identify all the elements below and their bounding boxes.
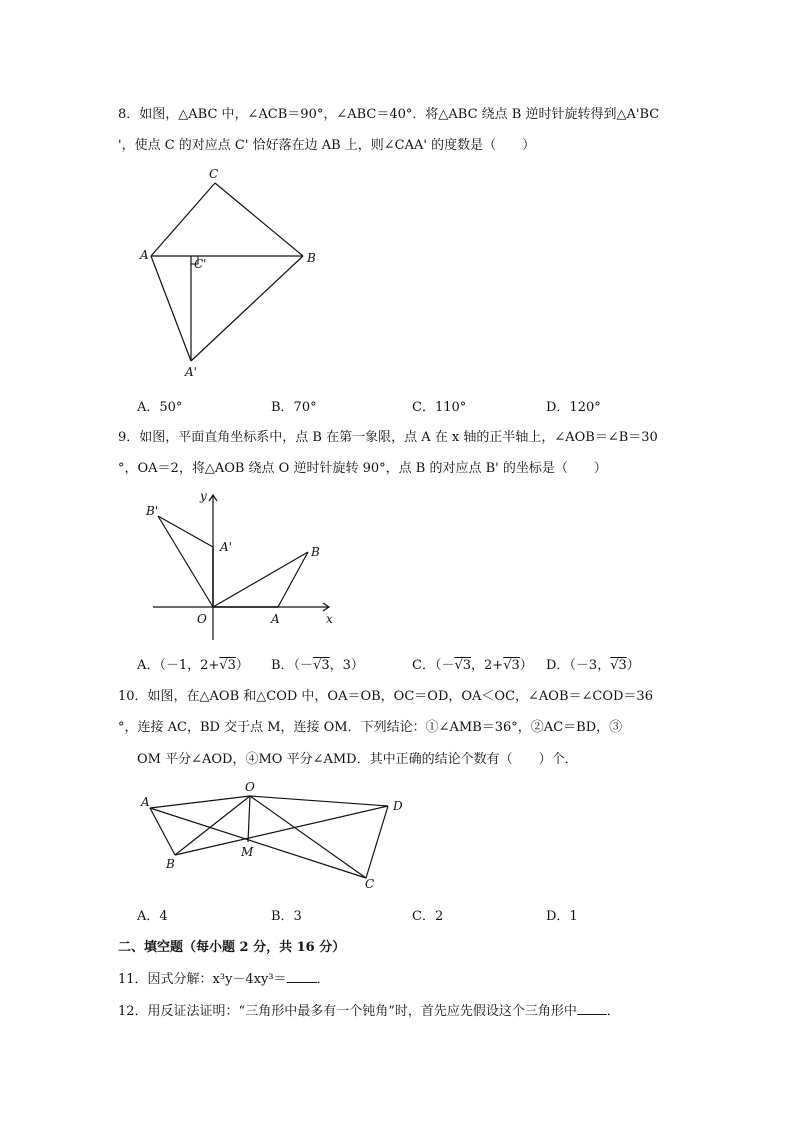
q9-option-d: D．（－3，√3） <box>546 658 640 673</box>
q8-stem-line1: 8．如图，△ABC 中，∠ACB＝90°，∠ABC＝40°．将△ABC 绕点 B 逆时针旋转得到△A'BC <box>118 107 660 122</box>
q8-stem-line2: '，使点 C 的对应点 C' 恰好落在边 AB 上，则∠CAA' 的度数是（ ） <box>118 138 536 153</box>
q10-label-B: B <box>166 857 175 871</box>
q12-answer-blank[interactable] <box>577 1004 607 1015</box>
q9-label-B: B <box>311 545 320 559</box>
q9-label-x: x <box>326 612 333 626</box>
q12-stem: 12．用反证法证明：“三角形中最多有一个钝角”时，首先应先假设这个三角形中 ． <box>118 1004 620 1019</box>
q8-label-B: B <box>307 251 316 265</box>
q10-stem-line2: °，连接 AC，BD 交于点 M，连接 OM．下列结论：①∠AMB＝36°，②AC＝BD，③ <box>118 720 623 735</box>
q8-option-d: D．120° <box>546 400 601 415</box>
q8-label-C-prime: C' <box>194 257 207 271</box>
q10-label-A: A <box>141 795 150 809</box>
q10-label-M: M <box>241 845 254 859</box>
q11-stem: 11．因式分解：x³y－4xy³＝ ． <box>118 972 330 987</box>
q9-option-b: B．（－√3，3） <box>271 658 364 673</box>
q11-answer-blank[interactable] <box>287 972 317 983</box>
q9-label-O: O <box>197 612 207 626</box>
q8-option-a: A．50° <box>137 400 183 415</box>
q10-label-D: D <box>393 799 403 813</box>
q9-label-B-prime: B' <box>146 504 159 518</box>
q9-label-y: y <box>200 489 207 503</box>
q10-option-b: B．3 <box>271 909 302 924</box>
q10-option-a: A．4 <box>137 909 168 924</box>
q10-option-c: C．2 <box>412 909 444 924</box>
q9-label-A: A <box>271 612 280 626</box>
q8-label-C: C <box>209 167 219 181</box>
q9-stem-line2: °，OA＝2，将△AOB 绕点 O 逆时针旋转 90°，点 B 的对应点 B' 的坐标是（ ） <box>118 461 607 476</box>
q8-label-A-prime: A' <box>185 365 197 379</box>
q8-option-c: C．110° <box>412 400 467 415</box>
q10-label-C: C <box>365 877 375 891</box>
q8-option-b: B．70° <box>271 400 317 415</box>
q10-option-d: D．1 <box>546 909 578 924</box>
section-heading-fill-in: 二、填空题（每小题 2 分，共 16 分） <box>118 940 346 955</box>
q8-label-A: A <box>140 248 149 262</box>
q10-label-O: O <box>245 780 255 794</box>
q9-label-A-prime: A' <box>220 540 232 554</box>
q9-stem-line1: 9．如图，平面直角坐标系中，点 B 在第一象限，点 A 在 x 轴的正半轴上，∠AOB＝∠B＝30 <box>118 430 658 445</box>
q9-option-c: C．（－√3，2+√3） <box>412 658 533 673</box>
q9-option-a: A．（－1，2+√3） <box>137 658 249 673</box>
q10-stem-line3: OM 平分∠AOD，④MO 平分∠AMD．其中正确的结论个数有（ ）个． <box>137 752 578 767</box>
q10-stem-line1: 10．如图，在△AOB 和△COD 中，OA＝OB，OC＝OD，OA＜OC，∠AOB＝∠COD＝36 <box>118 689 653 704</box>
